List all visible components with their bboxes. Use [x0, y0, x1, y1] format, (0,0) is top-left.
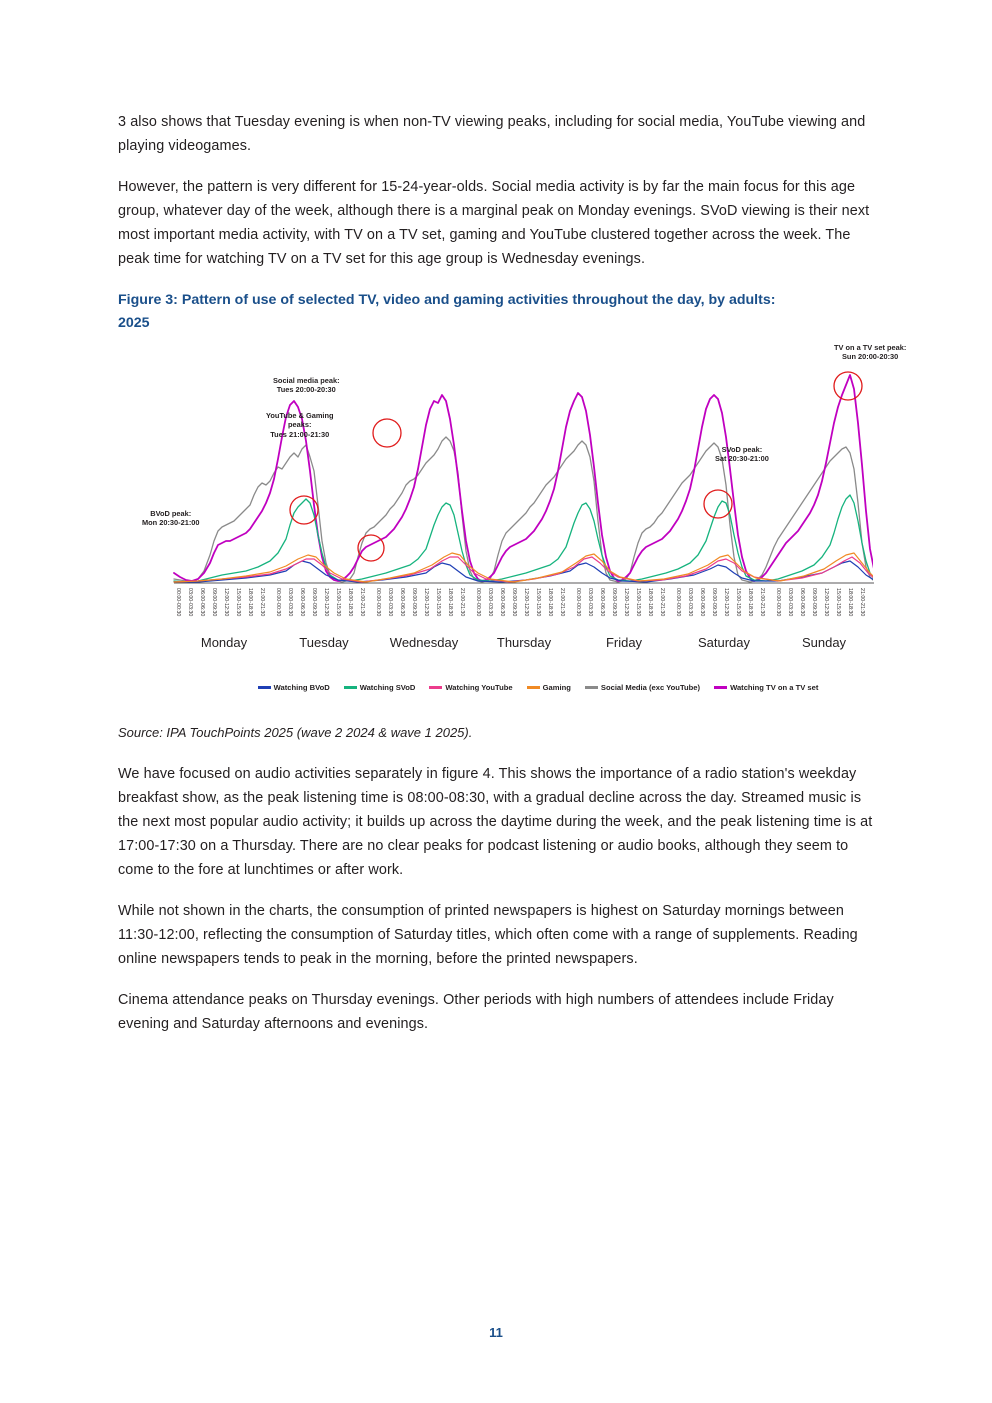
- svg-text:12:00-12:30: 12:00-12:30: [723, 588, 729, 617]
- legend-swatch-bvod: [258, 686, 271, 688]
- paragraph-4: While not shown in the charts, the consumption of printed newspapers is highest on Saturday mornings between 11:30-12:00, reflecting the consumption of Saturday titles, which often come with a range of supplements. Reading online newspapers tends to peak in the morning, before the printed newspapers.: [118, 903, 858, 967]
- annotation-tv-set-peak-line2: Sun 20:00-20:30: [842, 352, 899, 362]
- annotation-youtube-gaming-peaks-line2: peaks:: [288, 420, 312, 430]
- svg-text:12:00-12:30: 12:00-12:30: [323, 588, 329, 617]
- svg-text:21:00-21:30: 21:00-21:30: [359, 588, 365, 617]
- svg-text:00:00-00:30: 00:00-00:30: [475, 588, 481, 617]
- svg-text:06:00-06:30: 06:00-06:30: [799, 588, 805, 617]
- svg-text:03:00-03:30: 03:00-03:30: [687, 588, 693, 617]
- legend-item-gaming: [527, 683, 571, 692]
- svg-text:00:00-00:30: 00:00-00:30: [375, 588, 381, 617]
- annotation-social-media-peak-line1: Social media peak:: [273, 376, 340, 385]
- svg-text:06:00-06:30: 06:00-06:30: [699, 588, 705, 617]
- svg-text:12:00-12:30: 12:00-12:30: [523, 588, 529, 617]
- legend-swatch-svod: [344, 686, 357, 688]
- paragraph-5: Cinema attendance peaks on Thursday evenings. Other periods with high numbers of attendees include Friday evening and Saturday afternoons and evenings.: [118, 992, 834, 1032]
- figure-title-line1: Figure 3: Pattern of use of selected TV, video and gaming activities throughout the day, by adults:: [118, 292, 776, 308]
- svg-text:09:00-09:30: 09:00-09:30: [211, 588, 217, 617]
- day-label-thursday: Thursday: [496, 635, 552, 650]
- annotation-bvod-peak: [142, 509, 200, 528]
- figure-title: [118, 289, 878, 335]
- svg-text:12:00-12:30: 12:00-12:30: [623, 588, 629, 617]
- svg-text:03:00-03:30: 03:00-03:30: [187, 588, 193, 617]
- svg-text:09:00-09:30: 09:00-09:30: [411, 588, 417, 617]
- annotation-bvod-peak-line1: BVoD peak:: [150, 509, 192, 518]
- annotation-bvod-peak-line2: Mon 20:30-21:00: [142, 518, 200, 528]
- svg-text:09:00-09:30: 09:00-09:30: [311, 588, 317, 617]
- peak-marker-social-media: [373, 419, 401, 447]
- svg-text:12:00-12:30: 12:00-12:30: [223, 588, 229, 617]
- svg-text:18:00-18:30: 18:00-18:30: [747, 588, 753, 617]
- svg-text:18:00-18:30: 18:00-18:30: [647, 588, 653, 617]
- svg-text:21:00-21:30: 21:00-21:30: [259, 588, 265, 617]
- figure-3-chart: [118, 343, 907, 715]
- annotation-social-media-peak: [273, 376, 340, 395]
- svg-text:03:00-03:30: 03:00-03:30: [487, 588, 493, 617]
- legend-item-youtube: [429, 683, 512, 692]
- legend-swatch-tv-set: [714, 686, 727, 688]
- svg-text:15:00-15:30: 15:00-15:30: [235, 588, 241, 617]
- annotation-tv-set-peak: [834, 343, 906, 362]
- svg-text:21:00-21:30: 21:00-21:30: [459, 588, 465, 617]
- svg-text:06:00-06:30: 06:00-06:30: [299, 588, 305, 617]
- chart-svg: [118, 345, 878, 685]
- svg-text:21:00-21:30: 21:00-21:30: [659, 588, 665, 617]
- svg-text:21:00-21:30: 21:00-21:30: [759, 588, 765, 617]
- svg-text:00:00-00:30: 00:00-00:30: [775, 588, 781, 617]
- legend-label-svod: Watching SVoD: [359, 683, 416, 692]
- x-tick-labels: [175, 588, 865, 616]
- svg-text:18:00-18:30: 18:00-18:30: [447, 588, 453, 617]
- svg-text:06:00-06:30: 06:00-06:30: [199, 588, 205, 617]
- svg-text:03:00-03:30: 03:00-03:30: [787, 588, 793, 617]
- svg-text:18:00-18:30: 18:00-18:30: [347, 588, 353, 617]
- legend-item-svod: [344, 683, 416, 692]
- peak-marker-youtube-gaming: [358, 535, 384, 561]
- page-content: [118, 110, 907, 1053]
- svg-text:09:00-09:30: 09:00-09:30: [711, 588, 717, 617]
- svg-text:00:00-00:30: 00:00-00:30: [675, 588, 681, 617]
- svg-text:18:00-18:30: 18:00-18:30: [247, 588, 253, 617]
- annotation-tv-set-peak-line1: TV on a TV set peak:: [834, 343, 907, 352]
- legend-label-youtube: Watching YouTube: [445, 683, 513, 692]
- svg-text:18:00-18:30: 18:00-18:30: [847, 588, 853, 617]
- svg-text:15:00-15:30: 15:00-15:30: [435, 588, 441, 617]
- svg-text:09:00-09:30: 09:00-09:30: [811, 588, 817, 617]
- day-label-wednesday: Wednesday: [389, 635, 459, 650]
- annotation-youtube-gaming-peaks-line1: YouTube & Gaming: [266, 411, 334, 420]
- day-label-tuesday: Tuesday: [299, 635, 349, 650]
- legend-item-tv-set: [714, 683, 818, 692]
- annotation-svod-peak: [715, 445, 769, 464]
- figure-source: Source: IPA TouchPoints 2025 (wave 2 2024 & wave 1 2025).: [118, 725, 473, 740]
- figure-title-line2: 2025: [118, 315, 150, 331]
- day-label-sunday: Sunday: [801, 635, 847, 650]
- svg-text:12:00-12:30: 12:00-12:30: [823, 588, 829, 617]
- peak-marker-tv-set: [834, 372, 862, 400]
- svg-text:15:00-15:30: 15:00-15:30: [335, 588, 341, 617]
- svg-text:12:00-12:30: 12:00-12:30: [423, 588, 429, 617]
- svg-text:03:00-03:30: 03:00-03:30: [587, 588, 593, 617]
- annotation-svod-peak-line2: Sat 20:30-21:00: [715, 454, 769, 464]
- svg-text:00:00-00:30: 00:00-00:30: [575, 588, 581, 617]
- svg-text:09:00-09:30: 09:00-09:30: [511, 588, 517, 617]
- day-label-friday: Friday: [605, 635, 643, 650]
- svg-text:15:00-15:30: 15:00-15:30: [635, 588, 641, 617]
- svg-text:06:00-06:30: 06:00-06:30: [499, 588, 505, 617]
- svg-text:06:00-06:30: 06:00-06:30: [399, 588, 405, 617]
- legend-label-gaming: Gaming: [542, 683, 571, 692]
- annotation-svod-peak-line1: SVoD peak:: [721, 445, 763, 454]
- chart-legend: [198, 683, 878, 692]
- paragraph-2: However, the pattern is very different for 15-24-year-olds. Social media activity is by far the main focus for this age group, whatever day of the week, although there is a marginal peak on Monday evenings. SVoD viewing is their next most important media activity, with TV on a TV set, gaming and YouTube clustered together across the week. The peak time for watching TV on a TV set for this age group is Wednesday evenings.: [118, 179, 870, 267]
- legend-label-bvod: Watching BVoD: [273, 683, 330, 692]
- svg-text:03:00-03:30: 03:00-03:30: [287, 588, 293, 617]
- svg-text:06:00-06:30: 06:00-06:30: [599, 588, 605, 617]
- day-label-monday: Monday: [200, 635, 248, 650]
- legend-label-social-media: Social Media (exc YouTube): [600, 683, 701, 692]
- legend-item-social-media: [585, 683, 700, 692]
- legend-swatch-youtube: [429, 686, 442, 688]
- legend-swatch-gaming: [527, 686, 540, 688]
- svg-text:09:00-09:30: 09:00-09:30: [611, 588, 617, 617]
- svg-text:15:00-15:30: 15:00-15:30: [535, 588, 541, 617]
- svg-text:03:00-03:30: 03:00-03:30: [387, 588, 393, 617]
- annotation-youtube-gaming-peaks: [266, 411, 333, 439]
- svg-text:21:00-21:30: 21:00-21:30: [559, 588, 565, 617]
- svg-text:00:00-00:30: 00:00-00:30: [275, 588, 281, 617]
- day-label-saturday: Saturday: [697, 635, 751, 650]
- legend-swatch-social-media: [585, 686, 598, 688]
- annotation-social-media-peak-line2: Tues 20:00-20:30: [276, 385, 336, 395]
- paragraph-3: We have focused on audio activities separately in figure 4. This shows the importance of a radio station's weekday breakfast show, as the peak listening time is 08:00-08:30, with a gradual decline across the day. Streamed music is the next most popular audio activity; it builds up across the daytime during the week, and the peak listening time is at 17:00-17:30 on a Thursday. There are no clear peaks for podcast listening or audio books, although they seem to come to the fore at lunchtimes or after work.: [118, 766, 873, 878]
- series-social-media: [174, 437, 874, 582]
- svg-text:15:00-15:30: 15:00-15:30: [735, 588, 741, 617]
- paragraph-1: 3 also shows that Tuesday evening is when non-TV viewing peaks, including for social media, YouTube viewing and playing videogames.: [118, 114, 866, 154]
- legend-label-tv-set: Watching TV on a TV set: [730, 683, 819, 692]
- svg-text:21:00-21:30: 21:00-21:30: [859, 588, 865, 617]
- legend-item-bvod: [258, 683, 330, 692]
- svg-text:18:00-18:30: 18:00-18:30: [547, 588, 553, 617]
- svg-text:15:00-15:30: 15:00-15:30: [835, 588, 841, 617]
- svg-text:00:00-00:30: 00:00-00:30: [175, 588, 181, 617]
- annotation-youtube-gaming-peaks-line3: Tues 21:00-21:30: [270, 429, 330, 439]
- page-number: 11: [489, 1325, 503, 1340]
